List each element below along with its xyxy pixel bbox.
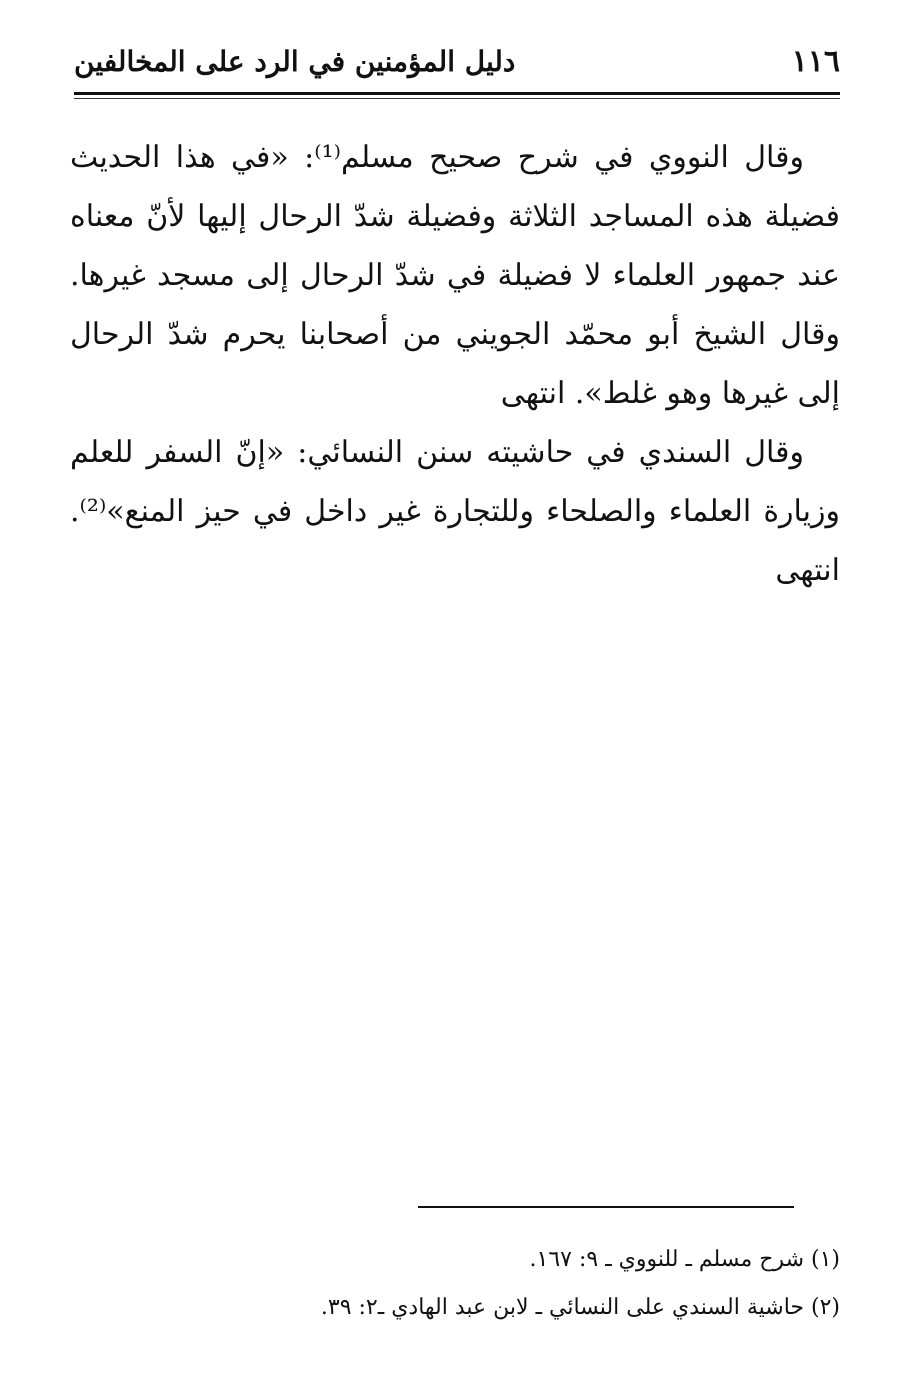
- main-text: [70, 128, 840, 600]
- footnote-1: (١) شرح مسلم ـ للنووي ـ ٩: ١٦٧.: [529, 1247, 840, 1272]
- paragraph-sindi-quote: وقال السندي في حاشيته سنن النسائي: «إنّ السفر للعلم وزيارة العلماء والصلحاء وللتجارة غير داخل في حيز المنع»⁽²⁾. انتهى: [70, 435, 840, 588]
- page-header: [74, 40, 840, 92]
- page-number: ١١٦: [791, 44, 840, 79]
- header-rule-thin: [74, 98, 840, 99]
- running-title: دليل المؤمنين في الرد على المخالفين: [74, 45, 516, 78]
- footnotes: [300, 1236, 840, 1332]
- footnote-separator: [418, 1206, 794, 1208]
- paragraph-nawawi-quote: وقال النووي في شرح صحيح مسلم⁽¹⁾: «في هذا الحديث فضيلة هذه المساجد الثلاثة وفضيلة شدّ الرحال إليها لأنّ معناه عند جمهور العلماء لا فضيلة في شدّ الرحال إلى مسجد غيرها. وقال الشيخ أبو محمّد الجويني من أصحابنا يحرم شدّ الرحال إلى غيرها وهو غلط». انتهى: [70, 140, 840, 411]
- footnote-2: (٢) حاشية السندي على النسائي ـ لابن عبد الهادي ـ٢: ٣٩.: [320, 1295, 840, 1320]
- header-rule: [74, 92, 840, 95]
